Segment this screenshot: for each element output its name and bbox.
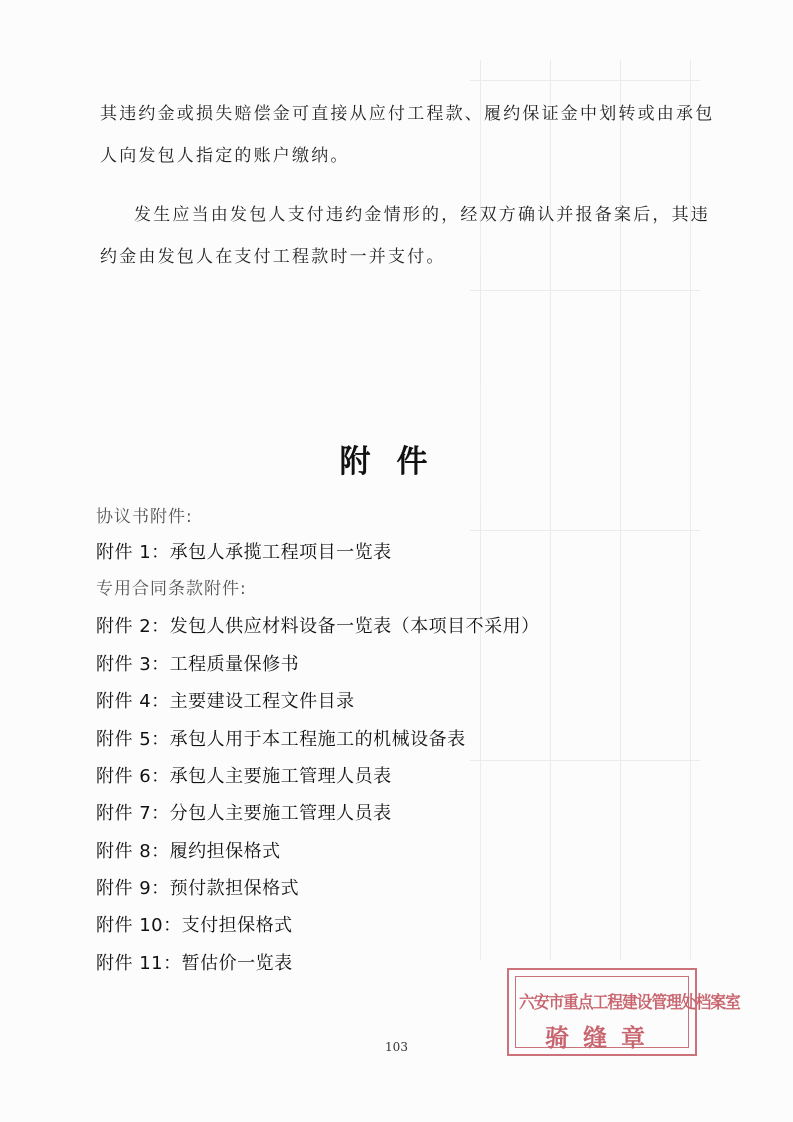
stamp-seal-type-text: 骑缝章 bbox=[545, 1023, 659, 1052]
agreement-attachments-title: 协议书附件: bbox=[96, 507, 193, 527]
attachment-item: 附件 7：分包人主要施工管理人员表 bbox=[96, 803, 392, 824]
page-number: 103 bbox=[385, 1040, 408, 1054]
attachment-item: 附件 10：支付担保格式 bbox=[96, 915, 293, 936]
attachment-item: 附件 2：发包人供应材料设备一览表（本项目不采用） bbox=[96, 616, 540, 637]
attachment-item: 附件 9：预付款担保格式 bbox=[96, 878, 300, 899]
paragraph-line: 约金由发包人在支付工程款时一并支付。 bbox=[100, 247, 446, 267]
attachment-item: 附件 4：主要建设工程文件目录 bbox=[96, 691, 355, 712]
paragraph-line: 其违约金或损失赔偿金可直接从应付工程款、履约保证金中划转或由承包 bbox=[100, 104, 715, 124]
paragraph-employer-penalty bbox=[100, 194, 710, 278]
paragraph-penalty-payment bbox=[100, 93, 715, 177]
attachment-item: 附件 11：暂估价一览表 bbox=[96, 953, 293, 974]
attachment-item: 附件 1：承包人承揽工程项目一览表 bbox=[96, 542, 392, 563]
attachment-item: 附件 8：履约担保格式 bbox=[96, 841, 281, 862]
attachment-item: 附件 6：承包人主要施工管理人员表 bbox=[96, 766, 392, 787]
stamp-organization-text: 六安市重点工程建设管理处档案室 bbox=[519, 993, 740, 1013]
paragraph-line: 发生应当由发包人支付违约金情形的，经双方确认并报备案后，其违 bbox=[134, 205, 710, 225]
paragraph-line: 人向发包人指定的账户缴纳。 bbox=[100, 146, 350, 166]
attachment-item: 附件 5：承包人用于本工程施工的机械设备表 bbox=[96, 729, 466, 750]
special-terms-attachments-title: 专用合同条款附件: bbox=[96, 579, 247, 599]
attachments-heading: 附件 bbox=[339, 444, 454, 480]
attachment-item: 附件 3：工程质量保修书 bbox=[96, 654, 300, 675]
